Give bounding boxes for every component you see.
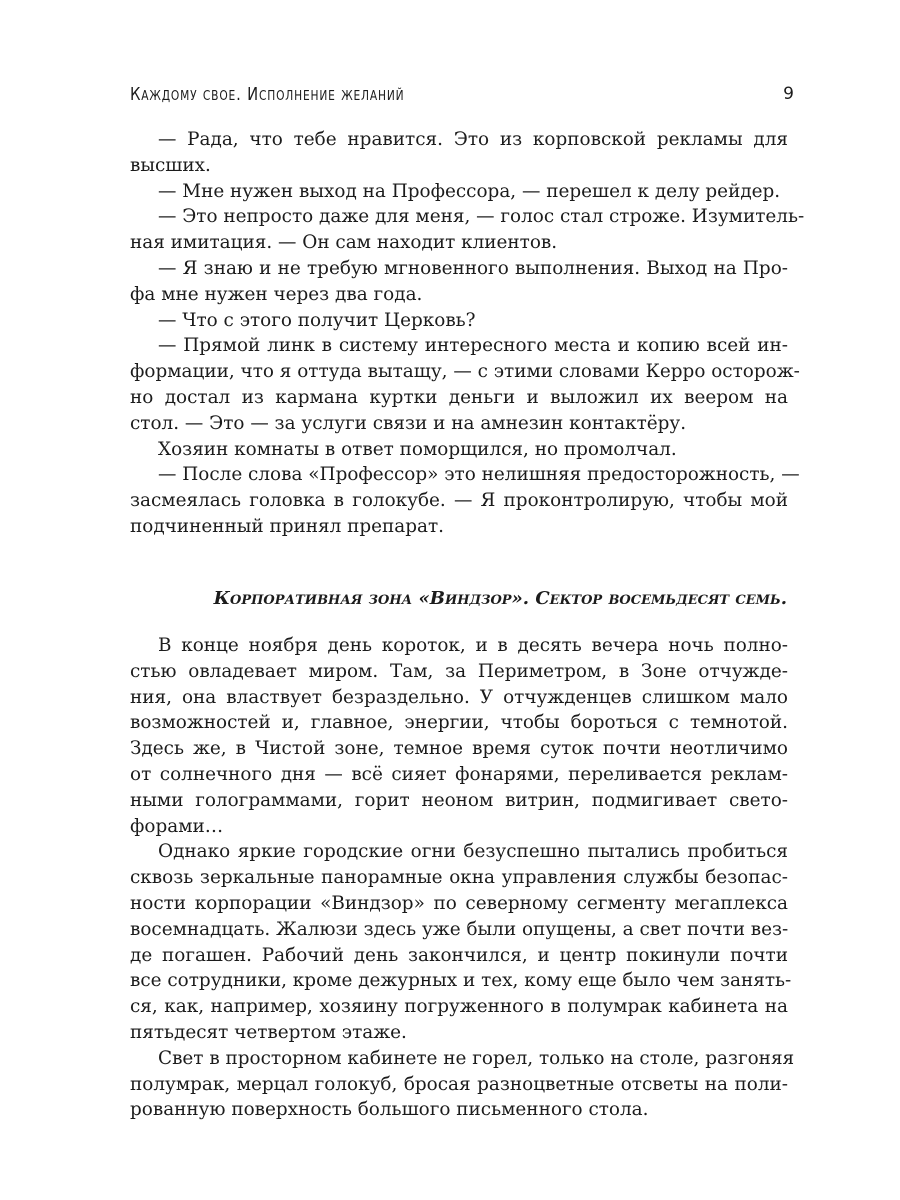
text-line: полумрак, мерцал голокуб, бросая разноцветные отсветы на поли-: [130, 1073, 788, 1095]
text-line: ся, как, например, хозяину погруженного в полумрак кабинета на: [130, 996, 788, 1018]
text-line: де погашен. Рабочий день закончился, и центр покинули почти: [130, 944, 788, 966]
text-line: сквозь зеркальные панорамные окна управления службы безопас-: [130, 867, 788, 889]
text-line: — Рада, что тебе нравится. Это из корповской рекламы для: [158, 129, 788, 150]
text-line: подчиненный принял препарат.: [130, 515, 445, 537]
text-line: стью овладевает миром. Там, за Периметром, в Зоне отчужде-: [130, 660, 788, 682]
running-head: [130, 84, 794, 110]
text-line: В конце ноября день короток, и в десять вечера ночь полно-: [158, 635, 788, 656]
text-line: — После слова «Профессор» это нелишняя предосторожность, —: [158, 464, 800, 486]
text-line: — Прямой линк в систему интересного места и копию всей ин-: [158, 335, 788, 357]
text-line: возможностей и, главное, энергии, чтобы бороться с темнотой.: [130, 712, 788, 734]
text-line: ными голограммами, горит неоном витрин, подмигивает свето-: [130, 789, 788, 811]
text-line: стол. — Это — за услуги связи и на амнезин контактёру.: [130, 412, 687, 434]
running-title: Каждому свое. Исполнение желаний: [130, 84, 405, 105]
narrative-block: [130, 633, 795, 1123]
text-line: ности корпорации «Виндзор» по северному сегменту мегаплекса: [130, 892, 788, 914]
text-line: Однако яркие городские огни безуспешно пытались пробиться: [158, 841, 788, 863]
text-line: формации, что я оттуда вытащу, — с этими словами Керро осторож-: [130, 361, 800, 383]
text-line: ния, она властвует безраздельно. У отчужденцев слишком мало: [130, 686, 788, 708]
text-line: засмеялась головка в голокубе. — Я проконтролирую, чтобы мой: [130, 490, 788, 512]
text-line: форами…: [130, 815, 224, 837]
text-line: пятьдесят четвертом этаже.: [130, 1021, 407, 1043]
text-line: высших.: [130, 154, 211, 176]
page-number: 9: [783, 84, 794, 104]
text-line: но достал из кармана куртки деньги и выложил их веером на: [130, 386, 788, 408]
text-line: — Я знаю и не требую мгновенного выполнения. Выход на Про-: [158, 257, 788, 279]
text-line: — Это непросто даже для меня, — голос стал строже. Изумитель-: [158, 206, 805, 228]
dialogue-block: [130, 127, 805, 540]
text-line: Хозяин комнаты в ответ поморщился, но промолчал.: [158, 438, 677, 460]
text-line: все сотрудники, кроме дежурных и тех, кому еще было чем занять-: [130, 970, 792, 992]
text-line: восемнадцать. Жалюзи здесь уже были опущены, а свет почти вез-: [130, 918, 789, 940]
text-line: от солнечного дня — всё сияет фонарями, переливается реклам-: [130, 763, 788, 785]
text-line: фа мне нужен через два года.: [130, 283, 423, 305]
section-heading: Корпоративная зона «Виндзор». Сектор восемьдесят семь.: [213, 588, 787, 609]
text-line: — Что с этого получит Церковь?: [158, 309, 476, 331]
text-line: — Мне нужен выход на Профессора, — перешел к делу рейдер.: [158, 180, 781, 202]
text-line: Здесь же, в Чистой зоне, темное время суток почти неотличимо: [130, 738, 788, 760]
text-line: ная имитация. — Он сам находит клиентов.: [130, 232, 558, 254]
text-line: рованную поверхность большого письменного стола.: [130, 1099, 649, 1121]
text-line: Свет в просторном кабинете не горел, только на столе, разгоняя: [158, 1047, 795, 1069]
